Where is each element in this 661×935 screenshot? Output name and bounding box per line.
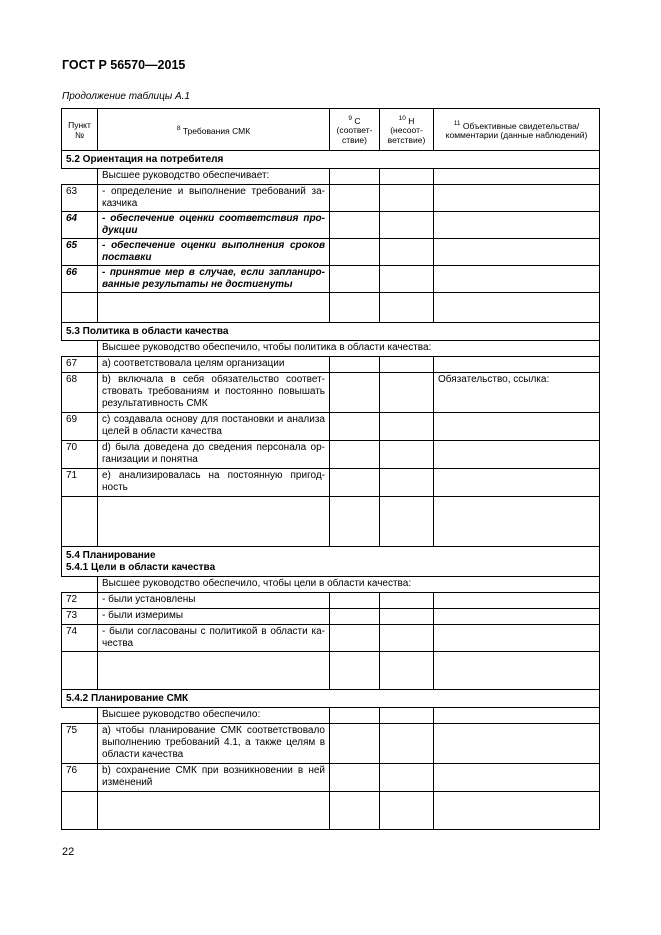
audit-checklist-table [61, 108, 600, 830]
item-text: - определение и выполнение требований за-казчика [98, 185, 330, 212]
section-intro: Высшее руководство обеспечивает: [98, 169, 330, 185]
table-row [62, 724, 600, 764]
document-title: ГОСТ Р 56570—2015 [62, 58, 186, 72]
col-header-requirements: $^8$ Требования СМК [98, 109, 330, 151]
item-number: 63 [62, 185, 98, 212]
table-row [62, 239, 600, 266]
table-row [62, 413, 600, 441]
table-row [62, 764, 600, 792]
table-header-row [62, 109, 600, 151]
col-header-nonconformity: $^{10}$ Н (несоот-ветствие) [380, 109, 434, 151]
table-row [62, 266, 600, 293]
table-row [62, 441, 600, 469]
item-number: 76 [62, 764, 98, 792]
item-text: е) анализировалась на постоянную пригод-ность [98, 469, 330, 497]
item-number: 65 [62, 239, 98, 266]
table-row [62, 625, 600, 652]
table-row [62, 609, 600, 625]
item-number: 71 [62, 469, 98, 497]
section-heading-line1: 5.4 Планирование [66, 550, 156, 561]
item-number: 68 [62, 373, 98, 413]
table-row [62, 469, 600, 497]
item-text: - были установлены [98, 593, 330, 609]
empty-row [62, 293, 600, 323]
item-number: 66 [62, 266, 98, 293]
table-row [62, 577, 600, 593]
col-header-num: Пункт № [62, 109, 98, 151]
item-text: b) сохранение СМК при возникновении в ней изменений [98, 764, 330, 792]
section-heading [62, 547, 600, 577]
item-number: 69 [62, 413, 98, 441]
item-text: - были измеримы [98, 609, 330, 625]
col-header-evidence: $^{11}$ Объективные свидетельства/ комментарии (данные наблюдений) [434, 109, 600, 151]
item-number: 73 [62, 609, 98, 625]
table-row [62, 708, 600, 724]
section-intro: Высшее руководство обеспечило, чтобы политика в области качества: [98, 341, 600, 357]
item-text: а) соответствовала целям организации [98, 357, 330, 373]
table-continuation-caption: Продолжение таблицы А.1 [62, 91, 190, 102]
item-number: 74 [62, 625, 98, 652]
item-text: b) включала в себя обязательство соответ-ствовать требованиям и постоянно повышать результативность СМК [98, 373, 330, 413]
empty-row [62, 497, 600, 547]
item-text: - обеспечение оценки выполнения сроков поставки [98, 239, 330, 266]
item-number: 72 [62, 593, 98, 609]
section-intro: Высшее руководство обеспечило: [98, 708, 330, 724]
section-heading: 5.3 Политика в области качества [62, 323, 600, 341]
item-text: - принятие мер в случае, если запланиро-ванные результаты не достигнуты [98, 266, 330, 293]
item-number: 67 [62, 357, 98, 373]
table-row [62, 185, 600, 212]
evidence-text: Обязательство, ссылка: [434, 373, 600, 413]
item-number: 75 [62, 724, 98, 764]
empty-row [62, 792, 600, 830]
item-number: 70 [62, 441, 98, 469]
table-row [62, 357, 600, 373]
section-intro: Высшее руководство обеспечило, чтобы цели в области качества: [98, 577, 600, 593]
item-text: d) была доведена до сведения персонала ор-ганизации и понятна [98, 441, 330, 469]
empty-row [62, 652, 600, 690]
page-number: 22 [62, 846, 75, 858]
section-heading-line2: 5.4.1 Цели в области качества [66, 562, 216, 573]
item-number: 64 [62, 212, 98, 239]
item-text: а) чтобы планирование СМК соответствовало выполнению требований 4.1, а также целям в области качества [98, 724, 330, 764]
table-row [62, 169, 600, 185]
table-row [62, 341, 600, 357]
col-header-conformity: $^9$ С (соответ-ствие) [330, 109, 380, 151]
table-row [62, 593, 600, 609]
section-heading: 5.4.2 Планирование СМК [62, 690, 600, 708]
item-text: - были согласованы с политикой в области ка-чества [98, 625, 330, 652]
table-row [62, 373, 600, 413]
table-row [62, 212, 600, 239]
section-heading: 5.2 Ориентация на потребителя [62, 151, 600, 169]
item-text: - обеспечение оценки соответствия про-дукции [98, 212, 330, 239]
item-text: с) создавала основу для постановки и анализа целей в области качества [98, 413, 330, 441]
